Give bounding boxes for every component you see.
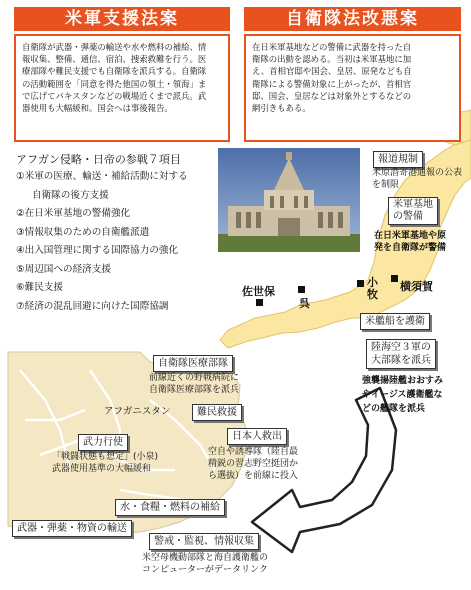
- panel-right-line: え、首相官邸や国会、皇居、原発なども自: [252, 66, 412, 77]
- panel-left-line: 器使用も大幅緩和。国会へは事後報告。: [22, 103, 173, 114]
- box-rescue: 日本人救出: [227, 428, 287, 445]
- city-marker-komaki: [357, 280, 364, 287]
- list-item: 自衛隊の後方支援: [32, 189, 109, 201]
- note-line: 米空母機動部隊と海自護衛艦の: [142, 553, 269, 563]
- list-item: ⑦経済の混乱回避に向けた国際協調: [16, 300, 169, 312]
- panel-left-line: 自衛隊が武器・弾薬の輸送や水や燃料の補給、情: [22, 42, 207, 52]
- panel-right-line: 在日米軍基地などの警備に武器を持った自: [252, 42, 412, 52]
- city-sasebo: 佐世保: [242, 285, 275, 298]
- box-dispatch-line: 陸海空３軍の: [371, 342, 431, 353]
- note-censorship: 米原潜寄港通報の公表を制限: [372, 168, 463, 190]
- city-yokosuka: 横須賀: [400, 280, 433, 293]
- note-line: コンピューターがデータリンク: [142, 565, 268, 575]
- city-komaki: 小牧: [367, 276, 378, 301]
- note-line: 自衛隊医療部隊を派兵: [149, 385, 240, 395]
- panel-left-line: 報収集、整備、通信、宿泊、捜索救難を行う。医: [22, 54, 207, 65]
- panel-right-line: 衛隊による警備対象に上がったが、首相官: [252, 78, 412, 89]
- panel-left-line: 療部隊や難民支援でも自衛隊を派兵する。自衛隊: [22, 66, 207, 77]
- diet-building-image: [218, 148, 360, 252]
- note-line: どの艦隊を派兵: [362, 404, 426, 414]
- panel-left-line: で広げてパキスタンなどの戦場近くまで派兵。武: [22, 90, 207, 101]
- box-base-guard-line: 米軍基地: [393, 199, 433, 210]
- box-escort: 米艦船を護衛: [360, 313, 430, 330]
- note-combat: [52, 451, 158, 475]
- note-line: 「戦闘状態も想定」(小泉): [52, 452, 159, 462]
- box-supply: 水・食糧・燃料の補給: [115, 499, 225, 516]
- box-combat: 武力行使: [78, 434, 128, 451]
- note-line: ら選抜）を前線に投入: [208, 471, 299, 481]
- list-title: アフガン侵略・日帝の参戦７項目: [16, 153, 181, 166]
- box-censorship: 報道規制: [373, 151, 423, 168]
- city-kure: 呉: [299, 297, 310, 310]
- panel-left: [14, 34, 230, 142]
- country-label: アフガニスタン: [104, 406, 171, 417]
- city-marker-yokosuka: [391, 275, 398, 282]
- note-line: やイージス護衛艦な: [362, 390, 443, 400]
- diet-building-photo: [218, 148, 360, 252]
- box-medical: 自衛隊医療部隊: [153, 355, 233, 372]
- note-line: 発を自衛隊が警備: [374, 243, 447, 253]
- note-line: 強襲揚陸艦おおすみ: [362, 376, 444, 386]
- panel-right-line: 網引きもある。: [252, 103, 311, 114]
- list-item: ②在日米軍基地の警備強化: [16, 208, 131, 219]
- panel-right-line: 邸、国会、皇居などは対象外とするなどの: [252, 90, 412, 101]
- box-dispatch-line: 大部隊を派兵: [371, 355, 431, 366]
- note-rescue: [208, 446, 298, 482]
- panel-right: [244, 34, 461, 142]
- note-medical: [149, 372, 239, 396]
- note-line: 精鋭の習志野空挺団か: [208, 459, 299, 469]
- box-transport: 武器・弾薬・物資の輸送: [12, 520, 132, 537]
- list-item: ⑤周辺国への経済支援: [16, 263, 111, 275]
- box-intel: 警戒・監視、情報収集: [149, 533, 259, 550]
- note-line: 在日米軍基地や原: [374, 231, 447, 241]
- list-item: ①米軍の医療、輸送・補給活動に対する: [16, 171, 188, 182]
- panel-right-line: 衛隊の出動を認める。当初は米軍基地に加: [252, 54, 412, 65]
- note-line: 前線近くの野戦病院に: [149, 373, 240, 383]
- list-item: ③情報収集のための自衛艦派遣: [16, 226, 150, 238]
- list-item: ④出入国管理に関する国際協力の強化: [16, 245, 179, 256]
- note-line: 空自や誘導隊（陸自最: [208, 447, 299, 457]
- city-marker-sasebo: [256, 299, 263, 306]
- note-intel: [142, 552, 268, 576]
- header-bill-right: 自衛隊法改悪案: [244, 7, 461, 31]
- header-bill-left: 米軍支援法案: [14, 7, 230, 31]
- note-line: 武器使用基準の大幅緩和: [52, 464, 152, 474]
- list-item: ⑥難民支援: [16, 282, 63, 293]
- box-refugee: 難民救援: [192, 404, 242, 421]
- box-dispatch: [366, 339, 436, 369]
- city-marker-kure: [298, 286, 305, 293]
- box-base-guard-line: の警備: [393, 211, 423, 222]
- panel-left-line: の活動範囲を「同意を得た他国の領土・領海」ま: [22, 78, 207, 89]
- note-base-guard: [374, 230, 446, 254]
- box-base-guard: [388, 197, 438, 225]
- note-dispatch-lines: [362, 374, 443, 416]
- seven-items-list: [16, 152, 221, 316]
